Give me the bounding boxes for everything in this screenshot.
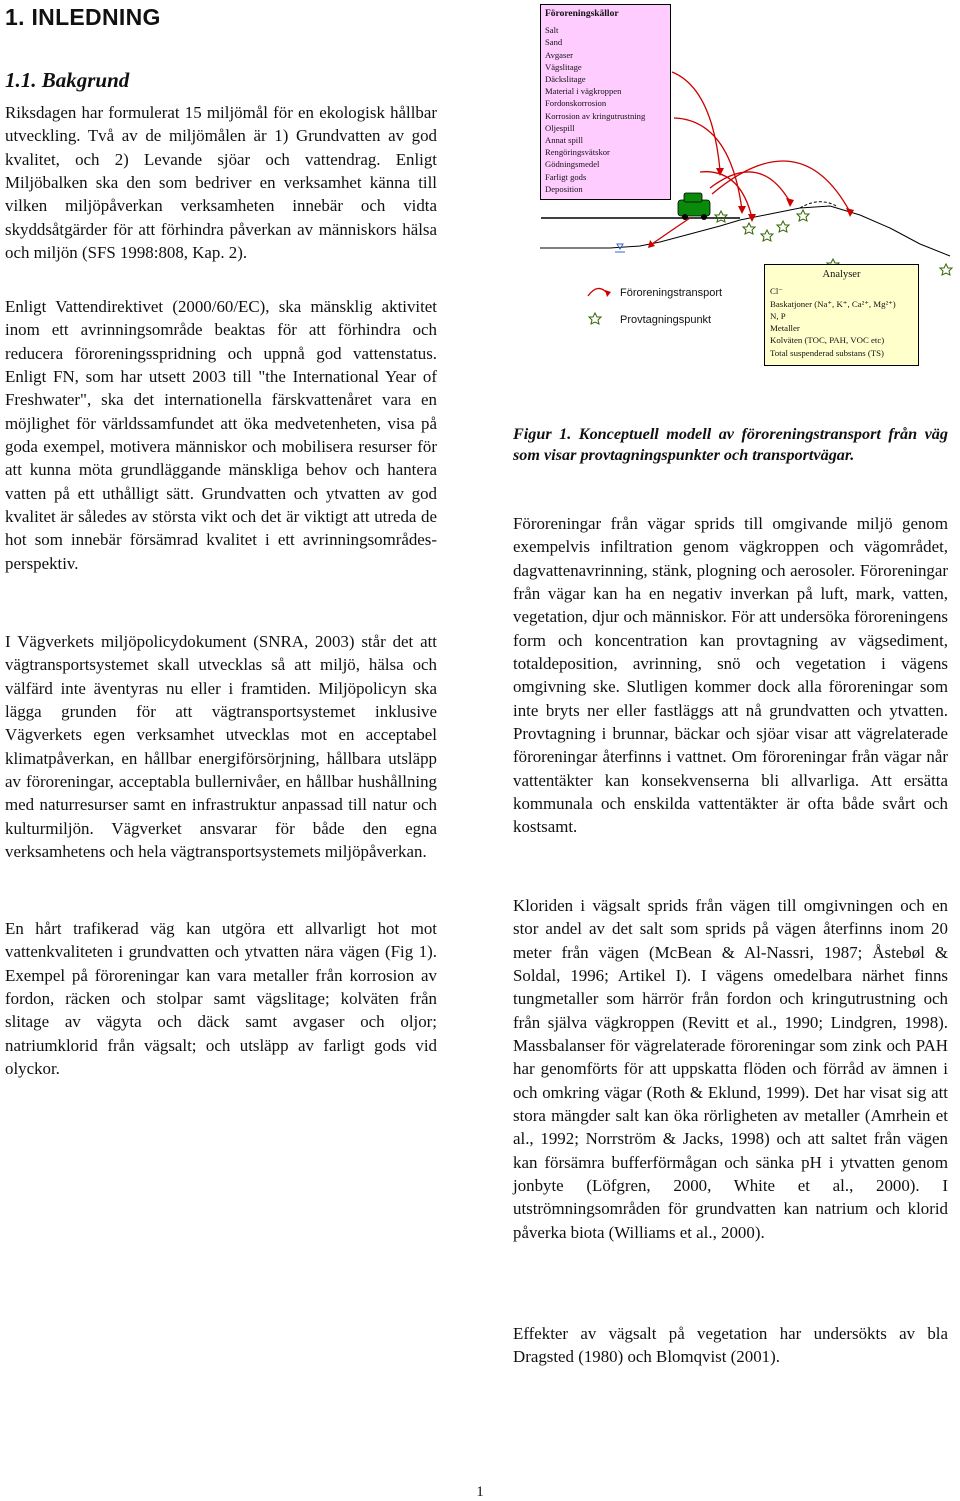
source-item: Deposition <box>545 183 583 194</box>
source-item: Farligt gods <box>545 171 587 182</box>
source-item: Rengöringsvätskor <box>545 147 610 158</box>
source-item: Gödningsmedel <box>545 159 600 170</box>
source-item: Fordonskorrosion <box>545 98 607 109</box>
paragraph-spread-pathways: Föroreningar från vägar sprids till omgivande miljö genom exempelvis infiltration genom vägkroppen och vägområdet, dagvattenavrinning, stänk, plogning och aerosoler. Föroreningar från vägar kan ha en negativ inverkan på luft, mark, vatten, vegetation, djur och människor. För att undersöka föroreningens form och koncentration kan provtagning av vägsediment, totaldeposition, avrinning, snö och vegetation i vägens omgivning ske. Slutligen kommer dock alla föroreningar som inte bryts ner eller fastläggs att nå grundvatten och ytvatten. Provtagning i brunnar, bäckar och sjöar visar att vägrelaterade föroreningar återfinns i vattnet. Om föroreningar från vägar når vattentäkter kan konsekvenserna bli allvarliga. Att ersätta kommunala och enskilda vattentäkter är ofta både svårt och kostsamt. <box>513 514 948 837</box>
arrow-path <box>672 72 720 170</box>
sources-title: Föroreningskällor <box>545 9 619 19</box>
legend-star-icon <box>589 313 601 324</box>
source-item: Avgaser <box>545 49 573 60</box>
figure-caption: Figur 1. Konceptuell modell av föroreningstransport från väg som visar provtagningspunkter och transportvägar. <box>513 425 948 464</box>
source-item: Vägslitage <box>545 61 582 72</box>
star-icon <box>777 221 789 232</box>
source-item: Salt <box>545 25 559 36</box>
legend-arrow-head <box>605 290 611 297</box>
star-icon <box>797 210 809 221</box>
terrain-line <box>540 206 950 256</box>
star-icon <box>761 230 773 241</box>
page-number: 1 <box>476 1484 484 1500</box>
star-icon <box>743 223 755 234</box>
analysis-item: Kolväten (TOC, PAH, VOC etc) <box>770 335 885 346</box>
analysis-item: Total suspenderad substans (TS) <box>770 347 884 358</box>
car-icon <box>678 193 710 220</box>
legend-sampling-label: Provtagningspunkt <box>620 314 712 326</box>
analysis-item: Metaller <box>770 323 800 334</box>
star-icon <box>940 264 952 275</box>
paragraph-water-directive: Enligt Vattendirektivet (2000/60/EC), ska mänsklig aktivitet inom ett avrinningsområde beaktas för att förhindra och reducera föroreningsspridning och uppnå god vattenstatus. Enligt FN, som har utsett 2003 till "the International Year of Freshwater", ska det internationella färskvattenåret vara en möjlighet för världssamfundet att öka medvetenheten, visa på goda exempel, motivera människor och mobilisera resurser för att kunna möta grundläggande mänskliga behov och hantera vatten på ett uthålligt sätt. Grundvatten och ytvatten av god kvalitet är således av största vikt och det är viktigt att utreda de hot som innebär försämrad kvalitet i ett avrinningsområdes-perspektiv. <box>5 297 437 573</box>
section-heading: 1.1. Bakgrund <box>5 68 130 92</box>
source-item: Sand <box>545 37 563 48</box>
source-item: Annat spill <box>545 135 583 146</box>
chapter-heading: 1. INLEDNING <box>5 4 161 30</box>
star-icon <box>715 211 727 222</box>
analyses-box <box>764 264 919 366</box>
arrow-path <box>652 218 690 244</box>
source-item: Material i vägkroppen <box>545 86 622 97</box>
analysis-item: N, P <box>770 310 786 321</box>
legend-transport-label: Föroreningstransport <box>620 287 723 299</box>
paragraph-chloride: Kloriden i vägsalt sprids från vägen till omgivningen och en stor andel av det salt som sprids på vägen återfinns inom 20 meter från vägen (McBean & Al-Nassri, 1987; Åstebøl & Soldal, 1996; Artikel I). I vägens omedelbara närhet finns tungmetaller som härrör från fordon och kringutrustning och från själva vägkroppen (Revitt et al., 1990; Lindgren, 1998). Massbalanser för vägrelaterade föroreningar som zink och PAH har genomförts för att uppskatta flöden och förråd av ämnen i och omkring vägar (Roth & Eklund, 1999). Det har visat sig att stora mängder salt kan öka rörligheten av metaller (Amrhein et al., 1992; Norrström & Jacks, 1998) och att saltet från vägen kan försämra bufferförmågan och sänka pH i ytvatten genom jonbyte (Löfgren, 2000, White et al., 2000). I utströmningsområden för grundvatten kan natrium och klorid påverka biota (Williams et al., 2000). <box>513 896 948 1242</box>
paragraph-road-threat: En hårt trafikerad väg kan utgöra ett allvarligt hot mot vattenkvaliteten i grundvatten och ytvatten nära vägen (Fig 1). Exempel på föroreningar kan vara metaller från korrosion av fordon, räcken och stolpar samt vägslitage; kolväten från slitage av vägyta och däck samt avgaser och oljor; natriumklorid från vägsalt; och utsläpp av farligt gods vid olyckor. <box>5 919 437 1079</box>
legend-arrow-icon <box>588 288 608 296</box>
source-item: Däckslitage <box>545 74 586 85</box>
paragraph-intro: Riksdagen har formulerat 15 miljömål för en ekologisk hållbar utveckling. Två av de miljömålen är 1) Grundvatten av god kvalitet, och 2) Levande sjöar och vattendrag. Enligt Miljöbalken ska den som bedriver en verksamhet känna till vilken miljöpåverkan verksamheten innebär och vidta skyddsåtgärder för att förhindra påverkan av människors hälsa och miljön (SFS 1998:808, Kap. 2). <box>5 103 437 263</box>
arrow-path <box>710 172 790 202</box>
analysis-item: Baskatjoner (Na⁺, K⁺, Ca²⁺, Mg²⁺) <box>770 298 896 309</box>
source-item: Oljespill <box>545 122 575 133</box>
paragraph-snra-policy: I Vägverkets miljöpolicydokument (SNRA, 2003) står det att vägtransportsystemet skall utvecklas så att miljö, hälsa och välfärd inte äventyras nu eller i framtiden. Miljöpolicyn ska lägga grunden för att vägtransportsystemet inklusive Vägverkets egen verksamhet utvecklas mot en acceptabel klimatpåverkan, en hållbar energiförsörjning, hållbara utsläpp av föroreningar, acceptabla bullernivåer, en hållbar hushållning med naturresurser samt en infrastruktur anpassad till natur och kulturmiljön. Vägverket ansvarar för både den egna verksamhetens och hela vägtransportsystemets miljöpåverkan. <box>5 632 437 862</box>
source-item: Korrosion av kringutrustning <box>545 110 646 121</box>
analyses-title: Analyser <box>822 269 861 280</box>
analysis-item: Cl⁻ <box>770 286 783 297</box>
paragraph-vegetation: Effekter av vägsalt på vegetation har undersökts av bla Dragsted (1980) och Blomqvist (2001). <box>513 1324 948 1367</box>
